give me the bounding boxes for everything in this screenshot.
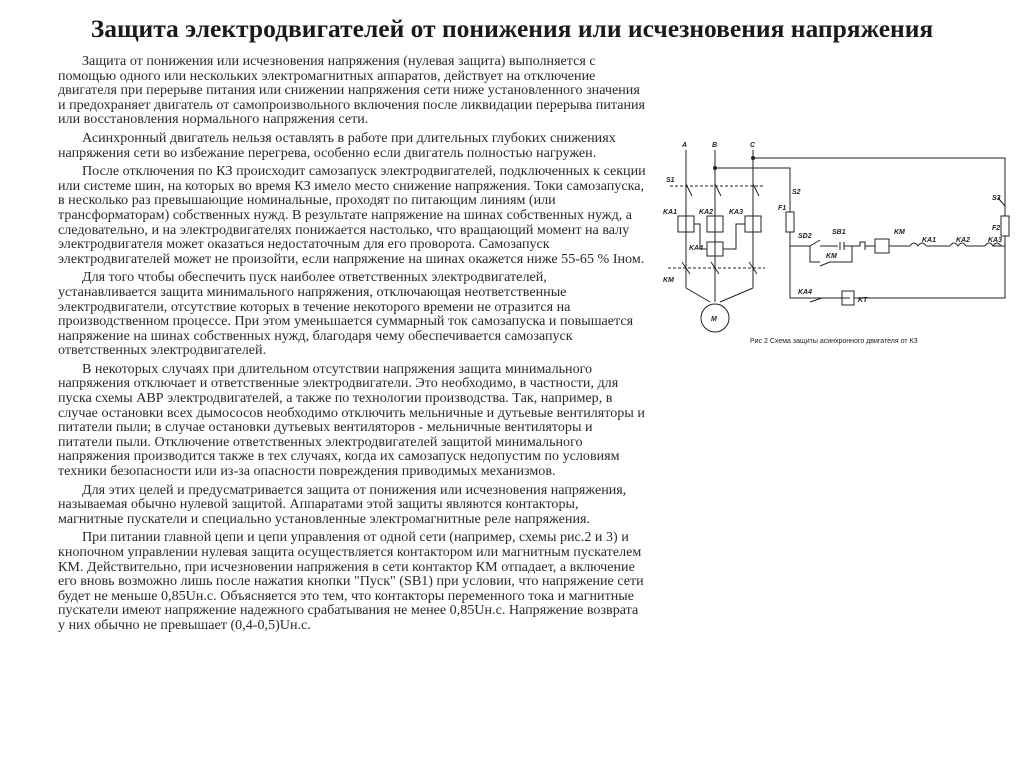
label-kt: KT <box>858 297 868 304</box>
label-s3: S3 <box>992 195 1001 202</box>
label-phase-b: B <box>712 142 718 149</box>
paragraph: В некоторых случаях при длительном отсутствии напряжения защита минимального напряжения отключает и ответственные электродвигатели. Это необходимо, в частности, для пуска схемы АВР электродвигателей, а также по технологии производства. Так, например, в случае остановки всех дымососов необходимо отключить мельничные и дутьевые вентиляторы и питатели пыли; в случае остановки дутьевых вентиляторов - мельничные вентиляторы и питатели пыли. Отключение ответственных электродвигателей защитой минимального напряжения производится также в тех случаях, когда их самозапуск недопустим по условиям техники безопасности или из-за опасности повреждения приводимых механизмов. <box>58 360 645 480</box>
label-r-km: KM <box>894 229 905 236</box>
label-sd2: SD2 <box>798 233 812 240</box>
paragraph: Асинхронный двигатель нельзя оставлять в работе при длительных глубоких снижениях напряжения сети во избежание перегрева, особенно если двигатель полностью нагружен. <box>58 129 616 161</box>
paragraph: Для того чтобы обеспечить пуск наиболее ответственных электродвигателей, устанавливается защита минимального напряжения, отключающая неответственные электродвигатели, отсутствие которых в течение некоторого времени не отразится на производственном процессе. При этом уменьшается суммарный ток самозапуска и повышается напряжение на шинах собственных нужд, благодаря чему обеспечивается самозапуск ответственных электродвигателей. <box>58 269 634 359</box>
label-s2: S2 <box>792 189 801 196</box>
paragraph: Защита от понижения или исчезновения напряжения (нулевая защита) выполняется с помощью одного или нескольких электромагнитных аппаратов, действует на отключение двигателя при перерыве питания или снижении напряжения сети ниже установленного значения и предохраняет двигатель от самопроизвольного включения после ликвидации перерыва питания или восстановления нормального напряжения сети. <box>58 53 646 128</box>
label-ka3: KA3 <box>729 209 744 216</box>
label-phase-c: C <box>750 142 756 149</box>
label-motor: M <box>711 316 717 323</box>
page-title: Защита электродвигателей от понижения или исчезновения напряжения <box>90 14 934 43</box>
paragraph: После отключения по КЗ происходит самозапуск электродвигателей, подключенных к секции или системе шин, на которых во время КЗ имело место снижение напряжения. Токи самозапуска, в несколько раз превышающие номинальные, проходят по питающим линиям (или трансформаторам) собственных нужд. В результате напряжение на шинах собственных нужд, а следовательно, и на электродвигателях понижается настолько, что вращающий момент на валу электродвигателя может оказаться недостаточным для его проворота. Самозапуск электродвигателей может не произойти, если напряжение на шинах окажется ниже 55-65 % Iном. <box>58 163 646 267</box>
label-r-km2: KM <box>826 253 837 260</box>
label-r-ka3: KA3 <box>988 237 1003 244</box>
body-text <box>58 54 646 637</box>
paragraph: Для этих целей и предусматривается защита от понижения или исчезновения напряжения, называемая обычно нулевой защитой. Аппаратами этой защиты являются контакторы, магнитные пускатели и специально установленные электромагнитные реле напряжения. <box>58 481 627 527</box>
label-f2: F2 <box>992 225 1001 232</box>
label-r-ka2: KA2 <box>956 237 971 244</box>
label-r-ka1: KA1 <box>922 237 937 244</box>
diagram-caption: Рис 2 Схема защиты асинхронного двигателя от КЗ <box>750 338 918 345</box>
label-phase-a: A <box>682 142 688 149</box>
label-ka4: KA4 <box>689 245 704 252</box>
label-r-ka4: KA4 <box>798 289 813 296</box>
circuit-diagram <box>660 138 1024 356</box>
label-ka2: KA2 <box>699 209 714 216</box>
paragraph: При питании главной цепи и цепи управления от одной сети (например, схемы рис.2 и 3) и кнопочном управлении нулевая защита осуществляется контактором или магнитным пускателем КМ. Действительно, при исчезновении напряжения в сети контактор КМ отпадает, а включение его вновь возможно лишь после нажатия кнопки "Пуск" (SB1) при условии, что напряжение сети будет не меньше 0,85Uн.с. Объясняется это тем, что контакторы переменного тока и магнитные пускатели имеют напряжение надежного срабатывания не менее 0,85Uн.с. Напряжение возврата у них обычно не превышает (0,4-0,5)Uн.с. <box>58 529 644 633</box>
label-f1: F1 <box>778 205 787 212</box>
label-km: KM <box>663 277 674 284</box>
label-ka1: KA1 <box>663 209 678 216</box>
label-sb1: SB1 <box>832 229 846 236</box>
label-s1: S1 <box>666 177 675 184</box>
